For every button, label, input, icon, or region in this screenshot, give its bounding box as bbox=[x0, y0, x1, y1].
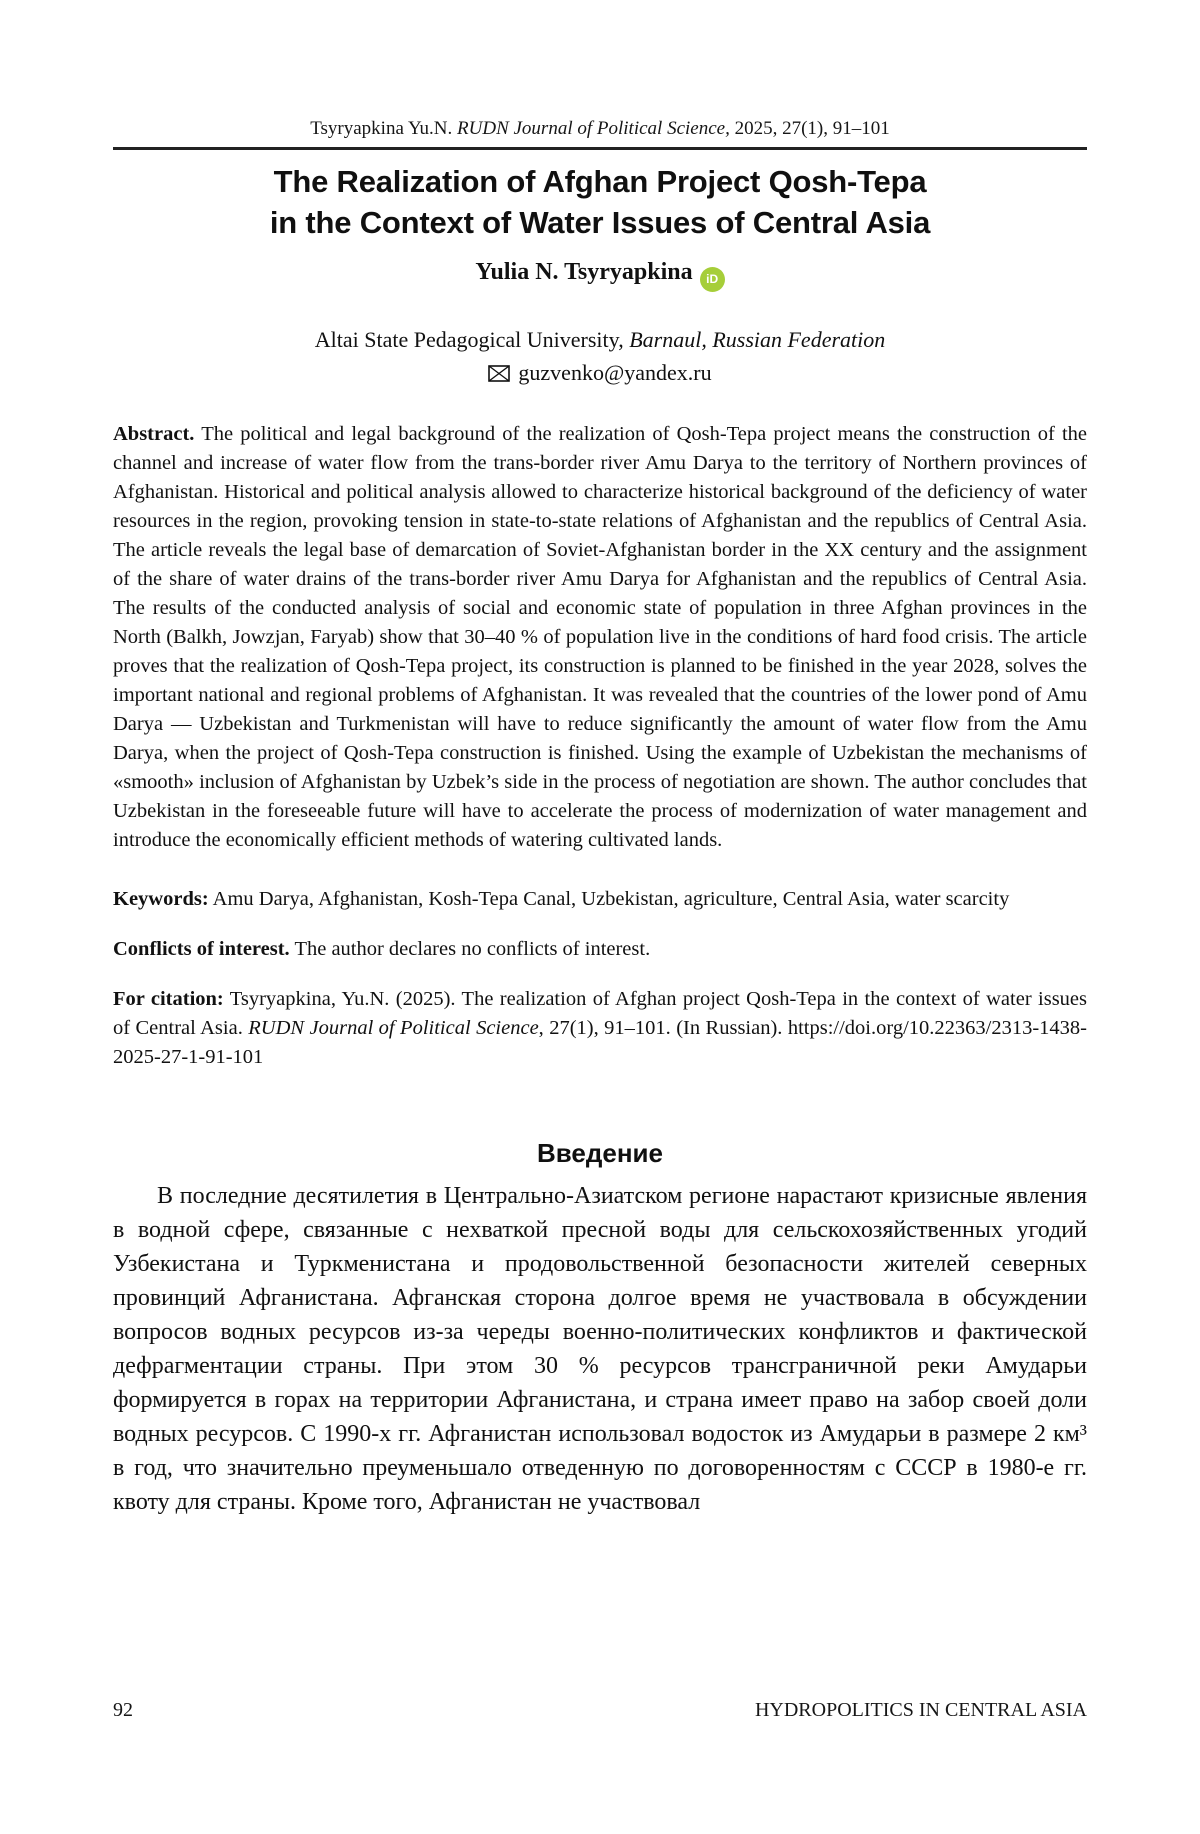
email-link[interactable]: guzvenko@yandex.ru bbox=[518, 360, 712, 385]
running-head-authors: Tsyryapkina Yu.N. bbox=[310, 118, 458, 139]
citation-journal: RUDN Journal of Political Science bbox=[248, 1016, 539, 1039]
author-name: Yulia N. Tsyryapkina bbox=[475, 259, 693, 285]
abstract-text: The political and legal background of the realization of Qosh-Tepa project means the construction of the channel and increase of water flow from the trans-border river Amu Darya to the territory of Northern provinces of Afghanistan. Historical and political analysis allowed to characterize historical background of the deficiency of water resources in the region, provoking tension in state-to-state relations of Afghanistan and the republics of Central Asia. The article reveals the legal base of demarcation of Soviet-Afghanistan border in the XX century and the assignment of the share of water drains of the trans-border river Amu Darya for Afghanistan and the republics of Central Asia. The results of the conducted analysis of social and economic state of population in three Afghan provinces in the North (Balkh, Jowzjan, Faryab) show that 30–40 % of population live in the conditions of hard food crisis. The article proves that the realization of Qosh-Tepa project, its construction is planned to be finished in the year 2028, solves the important national and regional problems of Afghanistan. It was revealed that the countries of the lower pond of Amu Darya — Uzbekistan and Turkmenistan will have to reduce significantly the amount of water flow from the Amu Darya, when the project of Qosh-Tepa construction is finished. Using the example of Uzbekistan the mechanisms of «smooth» inclusion of Afghanistan by Uzbek’s side in the process of negotiation are shown. The author concludes that Uzbekistan in the foreseeable future will have to accelerate the process of modernization of water management and introduce the economically efficient methods of watering cultivated lands. bbox=[113, 423, 1087, 851]
conflicts-text: The author declares no conflicts of interest. bbox=[289, 938, 651, 960]
conflicts-label: Conflicts of interest. bbox=[113, 938, 290, 960]
running-head-journal: RUDN Journal of Political Science, bbox=[457, 118, 730, 139]
abstract-label: Abstract. bbox=[113, 423, 195, 445]
envelope-icon bbox=[488, 365, 510, 382]
affiliation-institution: Altai State Pedagogical University, bbox=[314, 327, 630, 352]
citation-text-1: Tsyryapkina, Yu.N. (2025). The realization of Afghan project Qosh-Tepa in the context of water issues of Central Asia. bbox=[113, 987, 1087, 1039]
keywords-label: Keywords: bbox=[113, 888, 209, 910]
author-line bbox=[113, 258, 1087, 292]
page-content bbox=[113, 0, 1087, 1519]
article-title bbox=[113, 161, 1087, 243]
running-head bbox=[113, 0, 1087, 140]
doi-link[interactable]: https://doi.org/10.22363/2313-1438-2025-27-1-91-101 bbox=[113, 1016, 1087, 1068]
section-heading-vvedenie: Введение bbox=[537, 1137, 663, 1168]
conflicts-paragraph bbox=[113, 935, 1087, 964]
abstract-paragraph bbox=[113, 420, 1087, 855]
running-head-issue: 2025, 27(1), 91–101 bbox=[729, 118, 890, 139]
citation-text-2: , 27(1), 91–101. (In Russian). bbox=[538, 1016, 788, 1039]
affiliation bbox=[113, 327, 1087, 353]
article-title-line1: The Realization of Afghan Project Qosh-Tepa bbox=[273, 164, 927, 199]
footer-page-number: 92 bbox=[113, 1699, 133, 1721]
citation-paragraph bbox=[113, 985, 1087, 1072]
footer-running-title: HYDROPOLITICS IN CENTRAL ASIA bbox=[754, 1699, 1087, 1721]
orcid-icon[interactable]: iD bbox=[700, 267, 725, 292]
keywords-paragraph bbox=[113, 884, 1087, 914]
intro-paragraph: В последние десятилетия в Центрально-Азиатском регионе нарастают кризисные явления в водной сфере, связанные с нехваткой пресной воды для сельскохозяйственных угодий Узбекистана и Туркменистана и продовольственной безопасности жителей северных провинций Афганистана. Афганская сторона долгое время не участвовала в обсуждении вопросов водных ресурсов из-за череды военно-политических конфликтов и фактической дефрагментации страны. При этом 30 % ресурсов трансграничной реки Амударьи формируется в горах на территории Афганистана, и страна имеет право на забор своей доли водных ресурсов. С 1990-х гг. Афганистан использовал водосток из Амударьи в размере 2 км³ в год, что значительно преуменьшало отведенную по договоренностям с СССР в 1980-е гг. квоту для страны. Кроме того, Афганистан не участвовал bbox=[113, 1182, 1087, 1515]
header-divider bbox=[113, 147, 1087, 150]
page-footer bbox=[113, 1698, 1087, 1722]
affiliation-location: Barnaul, Russian Federation bbox=[629, 327, 886, 352]
email-line bbox=[113, 360, 1087, 386]
article-title-line2: in the Context of Water Issues of Central Asia bbox=[269, 205, 931, 240]
keywords-text: Amu Darya, Afghanistan, Kosh-Tepa Canal, Uzbekistan, agriculture, Central Asia, water scarcity bbox=[208, 888, 1010, 910]
citation-label: For citation: bbox=[113, 987, 224, 1010]
